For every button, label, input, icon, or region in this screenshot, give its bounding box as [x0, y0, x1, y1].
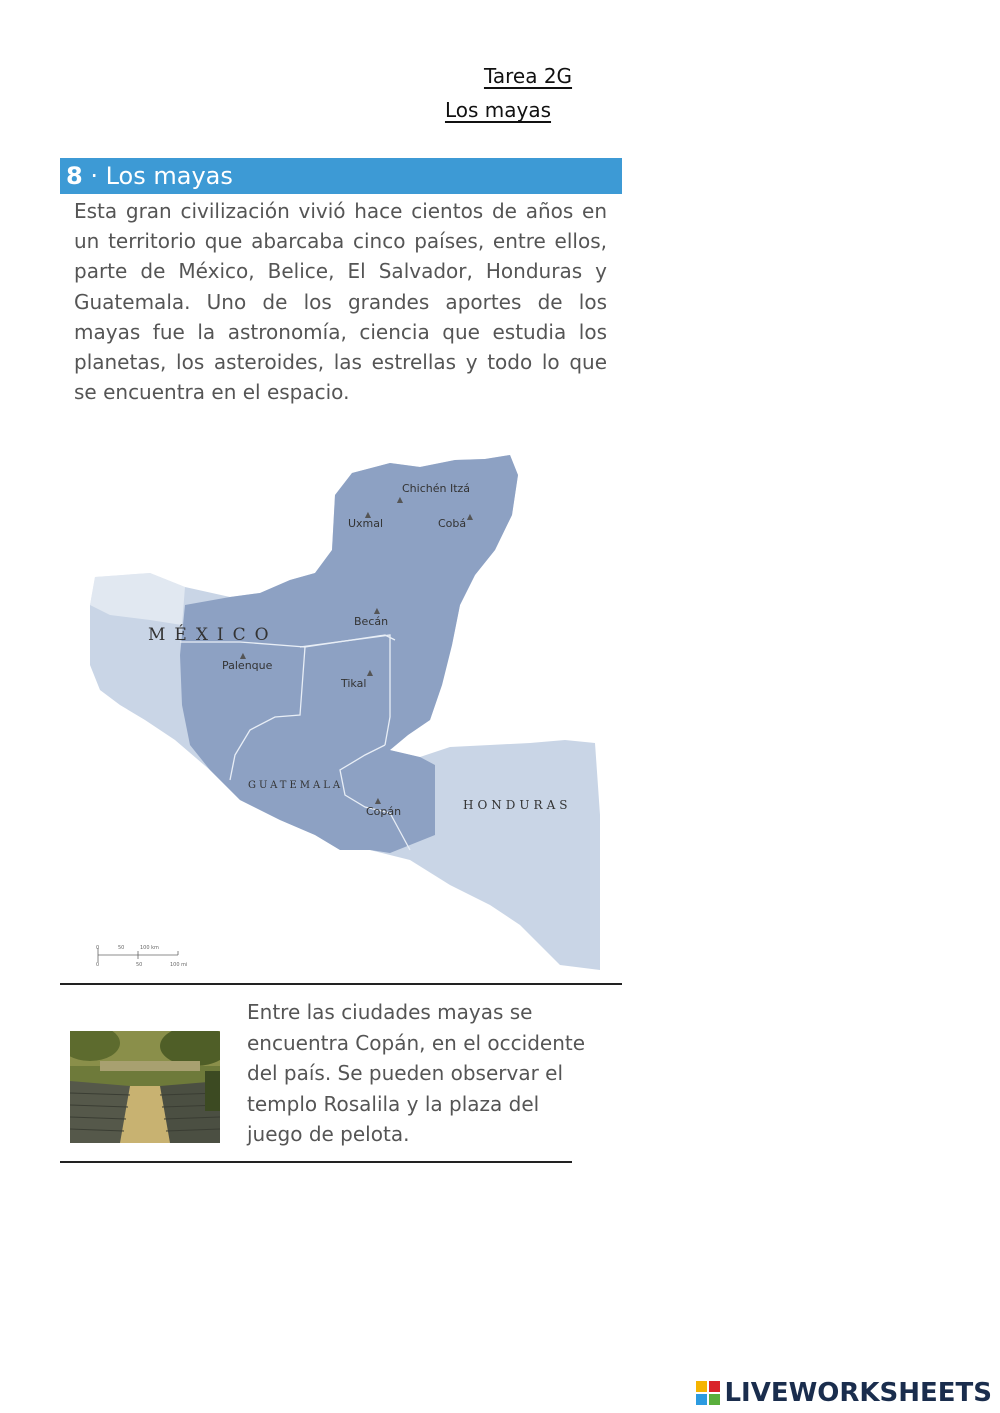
scale-km-100: 100 km [140, 945, 159, 951]
site-tikal: Tikal [341, 677, 367, 690]
site-becan: Becán [354, 615, 389, 628]
maya-region-map [90, 455, 600, 975]
svg-text:▲: ▲ [374, 796, 382, 805]
ballcourt-photo [70, 1031, 220, 1143]
copan-caption: Entre las ciudades mayas se encuentra Copán, en el occidente del país. Se pueden observar el templo Rosalila y la plaza del juego de pelota. [247, 1000, 586, 1146]
brand-text: LIVEWORKSHEETS [724, 1378, 992, 1408]
map-scale [98, 948, 178, 962]
site-chichen-itza: Chichén Itzá [402, 482, 471, 495]
site-uxmal: Uxmal [348, 517, 384, 530]
svg-text:▲: ▲ [396, 495, 404, 504]
scale-mi-50: 50 [136, 962, 143, 968]
site-palenque: Palenque [222, 659, 273, 672]
svg-text:▲: ▲ [239, 651, 247, 660]
section-number: 8 [66, 162, 83, 190]
divider-top [60, 983, 622, 985]
scale-km-50: 50 [118, 945, 125, 951]
svg-text:▲: ▲ [364, 510, 372, 519]
task-subtitle: Los mayas [444, 98, 552, 122]
svg-text:▲: ▲ [466, 512, 474, 521]
country-honduras: HONDURAS [463, 798, 572, 812]
liveworksheets-brand[interactable] [696, 1376, 992, 1410]
country-mexico: MÉXICO [148, 625, 278, 645]
country-guatemala: GUATEMALA [248, 780, 344, 791]
svg-text:▲: ▲ [366, 668, 374, 677]
liveworksheets-logo-icon [696, 1381, 720, 1405]
section-banner [60, 158, 622, 194]
site-copan: Copán [366, 805, 402, 818]
scale-km-0: 0 [96, 945, 100, 951]
divider-bottom [60, 1161, 572, 1163]
task-title: Tarea 2G [483, 64, 573, 88]
svg-text:▲: ▲ [373, 606, 381, 615]
scale-mi-0: 0 [96, 962, 100, 968]
section-separator: · [82, 162, 106, 190]
site-coba: Cobá [438, 517, 467, 530]
intro-paragraph: Esta gran civilización vivió hace cientos de años en un territorio que abarcaba cinco países, entre ellos, parte de México, Belice, El Salvador, Honduras y Guatemala. Uno de los grandes aportes de los mayas fue la astronomía, ciencia que estudia los planetas, los asteroides, las estrellas y todo lo que se encuentra en el espacio. [74, 199, 607, 405]
scale-mi-100: 100 mi [170, 962, 188, 968]
section-title: Los mayas [105, 162, 233, 190]
